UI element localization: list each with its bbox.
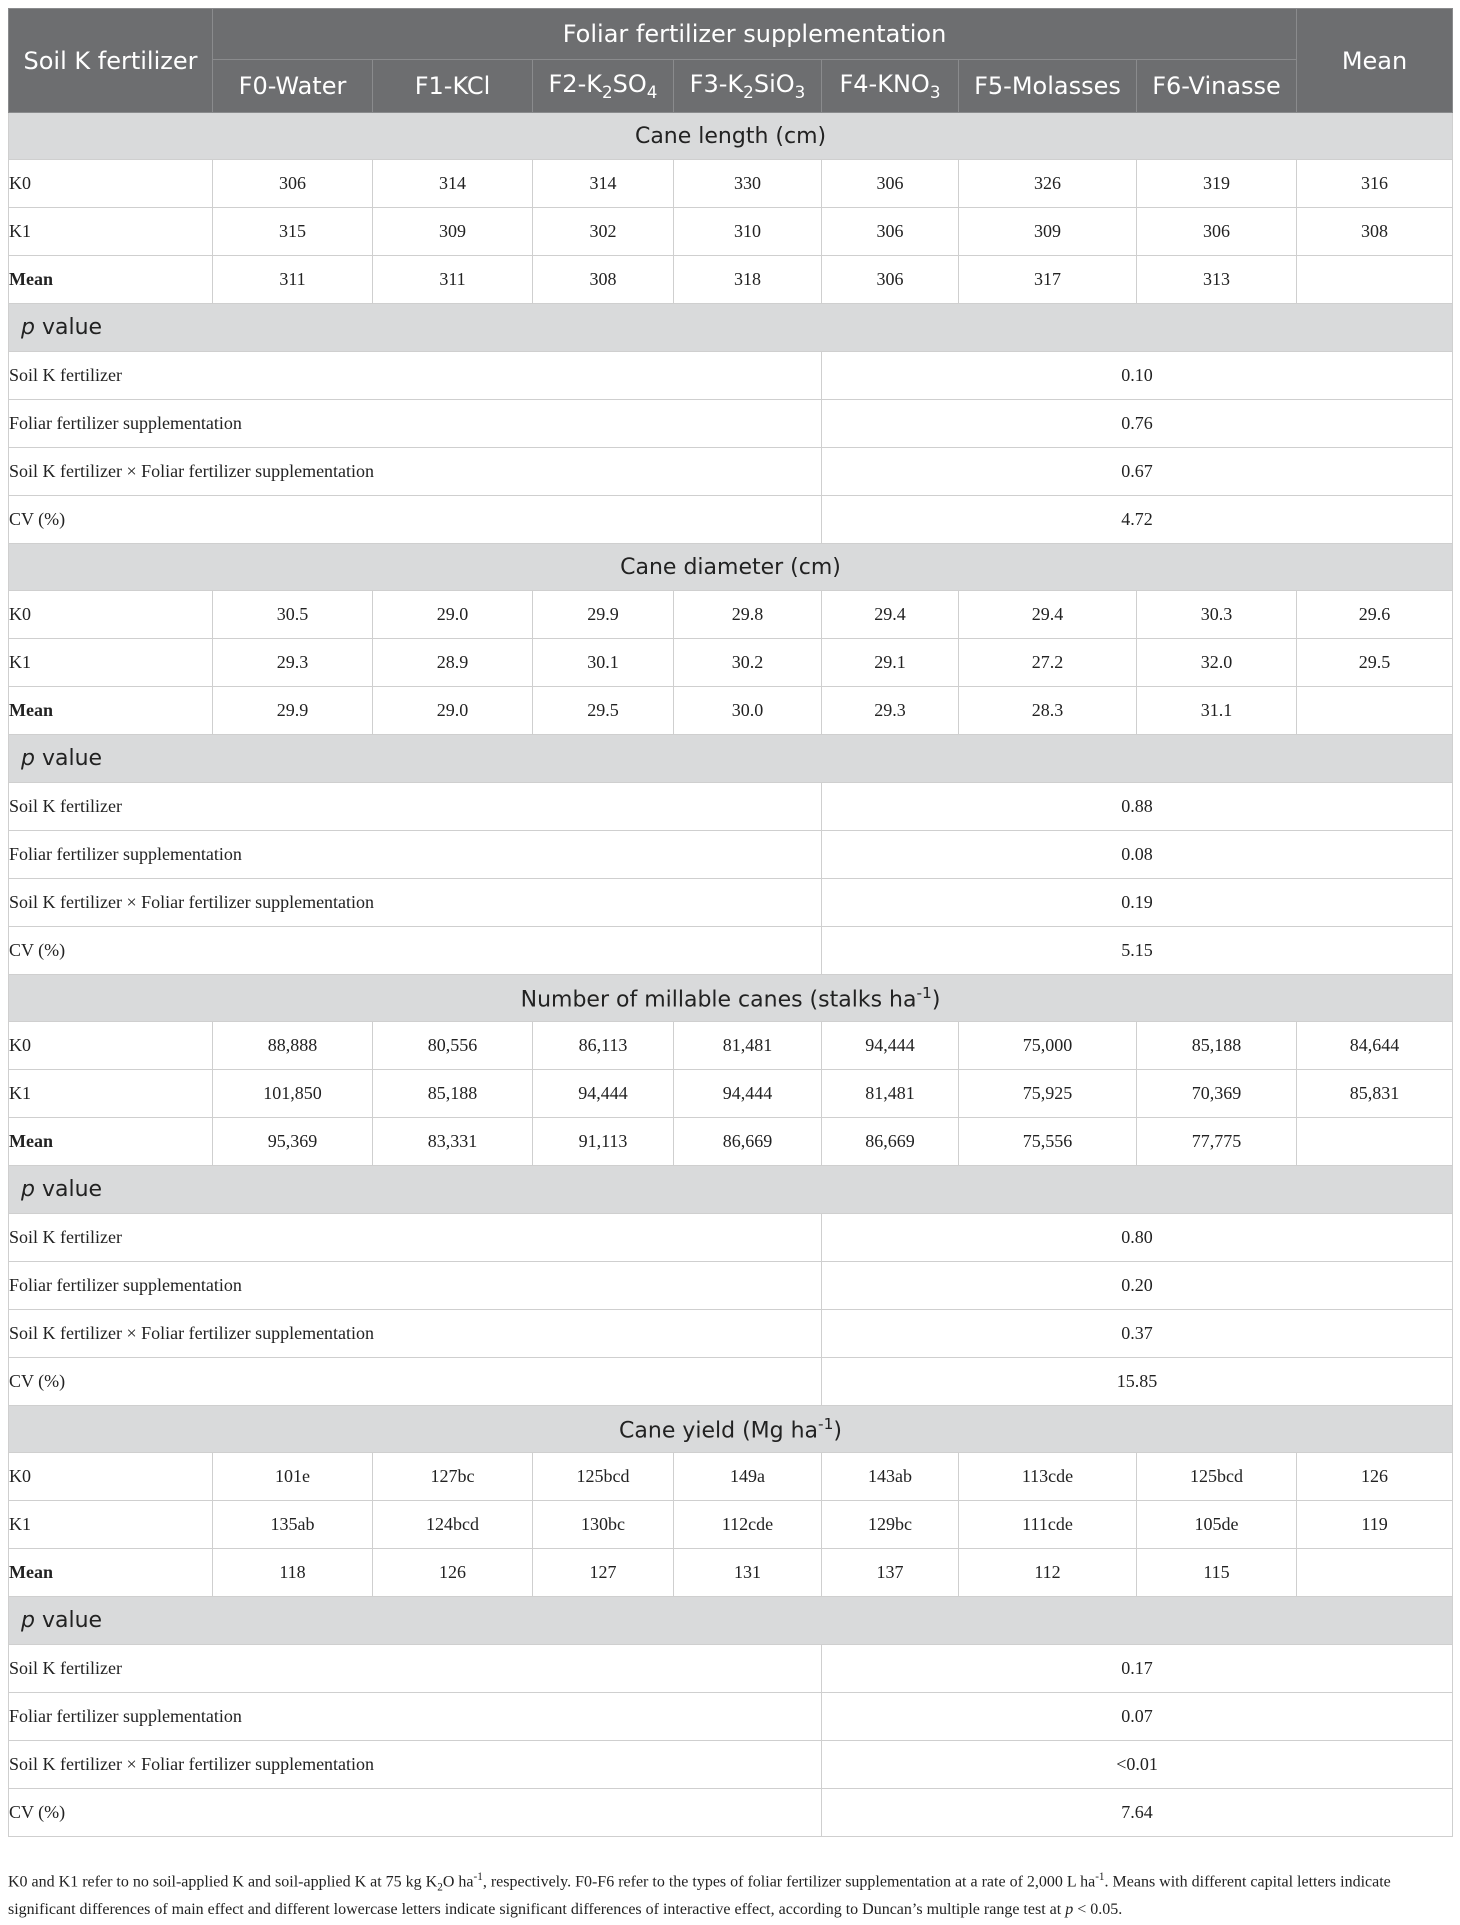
- p-value-suffix: value: [34, 315, 103, 340]
- mean-column-header: Mean: [1297, 9, 1453, 113]
- table-cell: 95,369: [213, 1118, 373, 1166]
- table-cell: 306: [213, 160, 373, 208]
- p-value: 0.76: [822, 400, 1453, 448]
- table-cell: 112: [959, 1549, 1137, 1597]
- row-label: K0: [9, 160, 213, 208]
- table-cell: 32.0: [1137, 639, 1297, 687]
- table-row: [9, 1070, 1453, 1118]
- table-cell: 30.5: [213, 591, 373, 639]
- p-value-label: Foliar fertilizer supplementation: [9, 400, 822, 448]
- row-label: K0: [9, 591, 213, 639]
- mean-cell: 119: [1297, 1501, 1453, 1549]
- table-cell: 29.9: [213, 687, 373, 735]
- mean-cell: [1297, 1118, 1453, 1166]
- cv-value: 4.72: [822, 496, 1453, 544]
- table-cell: 30.3: [1137, 591, 1297, 639]
- table-cell: 70,369: [1137, 1070, 1297, 1118]
- p-value-suffix: value: [34, 1608, 103, 1633]
- column-header-subscript: 2: [601, 81, 613, 102]
- column-header-text: SiO: [753, 70, 795, 99]
- section-title-suffix: ): [833, 1418, 842, 1444]
- p-value: 0.08: [822, 831, 1453, 879]
- mean-cell: 84,644: [1297, 1022, 1453, 1070]
- table-cell: 306: [822, 160, 959, 208]
- table-cell: 101e: [213, 1453, 373, 1501]
- p-value-row: [9, 1262, 1453, 1310]
- p-value-header-row: [9, 735, 1453, 783]
- p-value: 0.17: [822, 1645, 1453, 1693]
- table-cell: 29.1: [822, 639, 959, 687]
- table-cell: 143ab: [822, 1453, 959, 1501]
- table-cell: 124bcd: [373, 1501, 533, 1549]
- section-title-text: Number of millable canes (stalks ha: [520, 987, 917, 1013]
- p-value-row: [9, 1645, 1453, 1693]
- column-header-text: F0-Water: [238, 72, 347, 100]
- table-cell: 29.3: [213, 639, 373, 687]
- row-label: K1: [9, 1501, 213, 1549]
- cv-value: 15.85: [822, 1358, 1453, 1406]
- section-title-suffix: ): [931, 987, 941, 1013]
- section-title: [9, 975, 1453, 1022]
- table-cell: 137: [822, 1549, 959, 1597]
- row-label: K1: [9, 208, 213, 256]
- p-value-row: [9, 352, 1453, 400]
- row-label: Mean: [9, 1549, 213, 1597]
- mean-cell: [1297, 687, 1453, 735]
- row-label: Mean: [9, 256, 213, 304]
- results-table: [8, 8, 1453, 1837]
- table-cell: 311: [213, 256, 373, 304]
- table-row: [9, 639, 1453, 687]
- mean-cell: [1297, 1549, 1453, 1597]
- p-value-header-row: [9, 304, 1453, 352]
- cv-row: [9, 496, 1453, 544]
- p-value: <0.01: [822, 1741, 1453, 1789]
- table-cell: 306: [822, 256, 959, 304]
- table-cell: 127bc: [373, 1453, 533, 1501]
- table-cell: 29.4: [822, 591, 959, 639]
- table-cell: 112cde: [674, 1501, 822, 1549]
- column-header: [373, 60, 533, 113]
- table-cell: 29.5: [533, 687, 674, 735]
- table-cell: 125bcd: [533, 1453, 674, 1501]
- row-label: K1: [9, 639, 213, 687]
- column-header: [674, 60, 822, 113]
- p-value-row: [9, 1741, 1453, 1789]
- table-cell: 115: [1137, 1549, 1297, 1597]
- table-cell: 31.1: [1137, 687, 1297, 735]
- p-value-italic: p: [21, 1177, 35, 1202]
- table-cell: 129bc: [822, 1501, 959, 1549]
- mean-cell: 29.5: [1297, 639, 1453, 687]
- mean-cell: 85,831: [1297, 1070, 1453, 1118]
- table-cell: 29.4: [959, 591, 1137, 639]
- table-cell: 94,444: [533, 1070, 674, 1118]
- p-value-row: [9, 783, 1453, 831]
- table-cell: 30.1: [533, 639, 674, 687]
- table-cell: 318: [674, 256, 822, 304]
- table-cell: 91,113: [533, 1118, 674, 1166]
- table-cell: 29.0: [373, 687, 533, 735]
- p-value-row: [9, 831, 1453, 879]
- footnote-text-5: < 0.05.: [1073, 1900, 1123, 1918]
- table-cell: 308: [533, 256, 674, 304]
- table-cell: 309: [959, 208, 1137, 256]
- table-cell: 317: [959, 256, 1137, 304]
- p-value-label: Soil K fertilizer: [9, 1214, 822, 1262]
- section-title-text: Cane yield (Mg ha: [619, 1418, 819, 1444]
- p-value: 0.67: [822, 448, 1453, 496]
- p-value-header-row: [9, 1597, 1453, 1645]
- p-value-header: [9, 1597, 1453, 1645]
- column-header: [959, 60, 1137, 113]
- column-header-text: F2-K: [548, 70, 602, 99]
- table-cell: 29.0: [373, 591, 533, 639]
- section-title-row: [9, 975, 1453, 1022]
- footnote-text-3: , respectively. F0-F6 refer to the types of foliar fertilizer supplementation at a rate of 2,000 L ha: [482, 1873, 1096, 1891]
- footnote-superscript-1: -1: [473, 1871, 483, 1883]
- section-title-row: [9, 1406, 1453, 1453]
- column-header-text: F5-Molasses: [974, 72, 1121, 100]
- p-value-row: [9, 1693, 1453, 1741]
- table-cell: 113cde: [959, 1453, 1137, 1501]
- p-value-italic: p: [21, 746, 35, 771]
- cv-row: [9, 1358, 1453, 1406]
- mean-cell: [1297, 256, 1453, 304]
- p-value-header-row: [9, 1166, 1453, 1214]
- section-title-superscript: -1: [818, 1414, 834, 1433]
- table-cell: 28.9: [373, 639, 533, 687]
- table-cell: 30.2: [674, 639, 822, 687]
- column-header: [1137, 60, 1297, 113]
- p-value-label: Foliar fertilizer supplementation: [9, 1693, 822, 1741]
- column-header-subscript: 3: [794, 81, 806, 102]
- section-title-text: Cane diameter (cm): [620, 554, 841, 580]
- table-cell: 326: [959, 160, 1137, 208]
- p-value-label: Soil K fertilizer × Foliar fertilizer supplementation: [9, 448, 822, 496]
- table-cell: 314: [533, 160, 674, 208]
- column-header-subscript: 2: [743, 81, 754, 102]
- cv-row: [9, 1789, 1453, 1837]
- p-value: 0.88: [822, 783, 1453, 831]
- p-value: 0.37: [822, 1310, 1453, 1358]
- p-value-label: Soil K fertilizer × Foliar fertilizer supplementation: [9, 1741, 822, 1789]
- row-label: K0: [9, 1453, 213, 1501]
- section-title-row: [9, 544, 1453, 591]
- footnote-superscript-2: -1: [1095, 1871, 1105, 1883]
- table-cell: 126: [373, 1549, 533, 1597]
- footnote-text-1: K0 and K1 refer to no soil-applied K and soil-applied K at 75 kg K: [8, 1873, 438, 1891]
- p-value-italic: p: [21, 1608, 35, 1633]
- p-value-suffix: value: [34, 1177, 103, 1202]
- table-cell: 88,888: [213, 1022, 373, 1070]
- table-cell: 105de: [1137, 1501, 1297, 1549]
- section-title-superscript: -1: [916, 983, 932, 1002]
- cv-value: 7.64: [822, 1789, 1453, 1837]
- table-cell: 135ab: [213, 1501, 373, 1549]
- column-header-subscript: 4: [646, 81, 658, 102]
- column-header: [533, 60, 674, 113]
- footnote-text-4: . Means with different capital letters indicate significant differences of main effect and different lowercase letters indicate significant differences of interactive effect, according to Duncan’s multiple range test at: [8, 1873, 1391, 1918]
- table-row: [9, 1501, 1453, 1549]
- table-cell: 309: [373, 208, 533, 256]
- table-row: [9, 1453, 1453, 1501]
- p-value: 0.80: [822, 1214, 1453, 1262]
- table-cell: 127: [533, 1549, 674, 1597]
- row-header-label: Soil K fertilizer: [9, 9, 213, 113]
- table-cell: 315: [213, 208, 373, 256]
- table-cell: 77,775: [1137, 1118, 1297, 1166]
- row-label: K1: [9, 1070, 213, 1118]
- mean-cell: 316: [1297, 160, 1453, 208]
- footnote-text-2: O ha: [442, 1873, 474, 1891]
- table-footnote: [8, 1866, 1452, 1921]
- row-label: K0: [9, 1022, 213, 1070]
- cv-row: [9, 927, 1453, 975]
- cv-label: CV (%): [9, 1789, 822, 1837]
- table-cell: 111cde: [959, 1501, 1137, 1549]
- table-cell: 86,669: [674, 1118, 822, 1166]
- p-value: 0.07: [822, 1693, 1453, 1741]
- p-value-row: [9, 448, 1453, 496]
- footnote-p-italic: p: [1065, 1900, 1074, 1918]
- table-row: [9, 1549, 1453, 1597]
- table-row: [9, 256, 1453, 304]
- section-title: [9, 544, 1453, 591]
- table-cell: 94,444: [674, 1070, 822, 1118]
- p-value-header: [9, 1166, 1453, 1214]
- table-cell: 75,925: [959, 1070, 1137, 1118]
- column-header: [213, 60, 373, 113]
- table-cell: 29.9: [533, 591, 674, 639]
- table-cell: 85,188: [373, 1070, 533, 1118]
- table-row: [9, 591, 1453, 639]
- table-cell: 149a: [674, 1453, 822, 1501]
- p-value-row: [9, 1310, 1453, 1358]
- p-value-row: [9, 400, 1453, 448]
- p-value-label: Foliar fertilizer supplementation: [9, 1262, 822, 1310]
- cv-label: CV (%): [9, 927, 822, 975]
- column-header-subscript: 3: [929, 81, 941, 102]
- section-title-text: Cane length (cm): [634, 123, 827, 149]
- p-value-suffix: value: [34, 746, 103, 771]
- footnote-subscript: 2: [437, 1881, 443, 1894]
- table-cell: 306: [1137, 208, 1297, 256]
- column-header-text: F4-KNO: [839, 70, 930, 99]
- table-cell: 101,850: [213, 1070, 373, 1118]
- p-value: 0.10: [822, 352, 1453, 400]
- table-cell: 330: [674, 160, 822, 208]
- p-value: 0.20: [822, 1262, 1453, 1310]
- group-header-label: Foliar fertilizer supplementation: [213, 9, 1297, 60]
- p-value-label: Foliar fertilizer supplementation: [9, 831, 822, 879]
- p-value: 0.19: [822, 879, 1453, 927]
- table-cell: 306: [822, 208, 959, 256]
- table-row: [9, 160, 1453, 208]
- table-cell: 27.2: [959, 639, 1137, 687]
- p-value-label: Soil K fertilizer × Foliar fertilizer supplementation: [9, 879, 822, 927]
- p-value-row: [9, 879, 1453, 927]
- table-cell: 118: [213, 1549, 373, 1597]
- mean-cell: 308: [1297, 208, 1453, 256]
- table-cell: 75,000: [959, 1022, 1137, 1070]
- p-value-header: [9, 735, 1453, 783]
- column-header-text: F6-Vinasse: [1152, 72, 1281, 100]
- table-cell: 313: [1137, 256, 1297, 304]
- p-value-label: Soil K fertilizer: [9, 352, 822, 400]
- section-title-row: [9, 113, 1453, 160]
- table-cell: 125bcd: [1137, 1453, 1297, 1501]
- table-row: [9, 208, 1453, 256]
- table-cell: 86,113: [533, 1022, 674, 1070]
- column-header: [822, 60, 959, 113]
- cv-label: CV (%): [9, 496, 822, 544]
- p-value-label: Soil K fertilizer: [9, 783, 822, 831]
- table-row: [9, 1118, 1453, 1166]
- p-value-label: Soil K fertilizer × Foliar fertilizer supplementation: [9, 1310, 822, 1358]
- section-title: [9, 1406, 1453, 1453]
- p-value-italic: p: [21, 315, 35, 340]
- table-cell: 28.3: [959, 687, 1137, 735]
- table-cell: 81,481: [822, 1070, 959, 1118]
- table-cell: 85,188: [1137, 1022, 1297, 1070]
- table-header: [9, 9, 1453, 113]
- table-cell: 86,669: [822, 1118, 959, 1166]
- table-cell: 29.3: [822, 687, 959, 735]
- table-cell: 30.0: [674, 687, 822, 735]
- table-cell: 80,556: [373, 1022, 533, 1070]
- table-cell: 310: [674, 208, 822, 256]
- cv-value: 5.15: [822, 927, 1453, 975]
- table-row: [9, 687, 1453, 735]
- table-cell: 131: [674, 1549, 822, 1597]
- table-cell: 302: [533, 208, 674, 256]
- table-cell: 311: [373, 256, 533, 304]
- mean-cell: 29.6: [1297, 591, 1453, 639]
- p-value-label: Soil K fertilizer: [9, 1645, 822, 1693]
- table-cell: 314: [373, 160, 533, 208]
- p-value-header: [9, 304, 1453, 352]
- table-row: [9, 1022, 1453, 1070]
- column-header-text: SO: [612, 70, 647, 99]
- mean-cell: 126: [1297, 1453, 1453, 1501]
- row-label: Mean: [9, 1118, 213, 1166]
- column-header-text: F3-K: [689, 70, 744, 99]
- table-cell: 130bc: [533, 1501, 674, 1549]
- row-label: Mean: [9, 687, 213, 735]
- table-cell: 83,331: [373, 1118, 533, 1166]
- table-cell: 29.8: [674, 591, 822, 639]
- table-cell: 319: [1137, 160, 1297, 208]
- section-title: [9, 113, 1453, 160]
- column-header-text: F1-KCl: [414, 72, 491, 100]
- table-cell: 94,444: [822, 1022, 959, 1070]
- cv-label: CV (%): [9, 1358, 822, 1406]
- table-cell: 81,481: [674, 1022, 822, 1070]
- p-value-row: [9, 1214, 1453, 1262]
- table-cell: 75,556: [959, 1118, 1137, 1166]
